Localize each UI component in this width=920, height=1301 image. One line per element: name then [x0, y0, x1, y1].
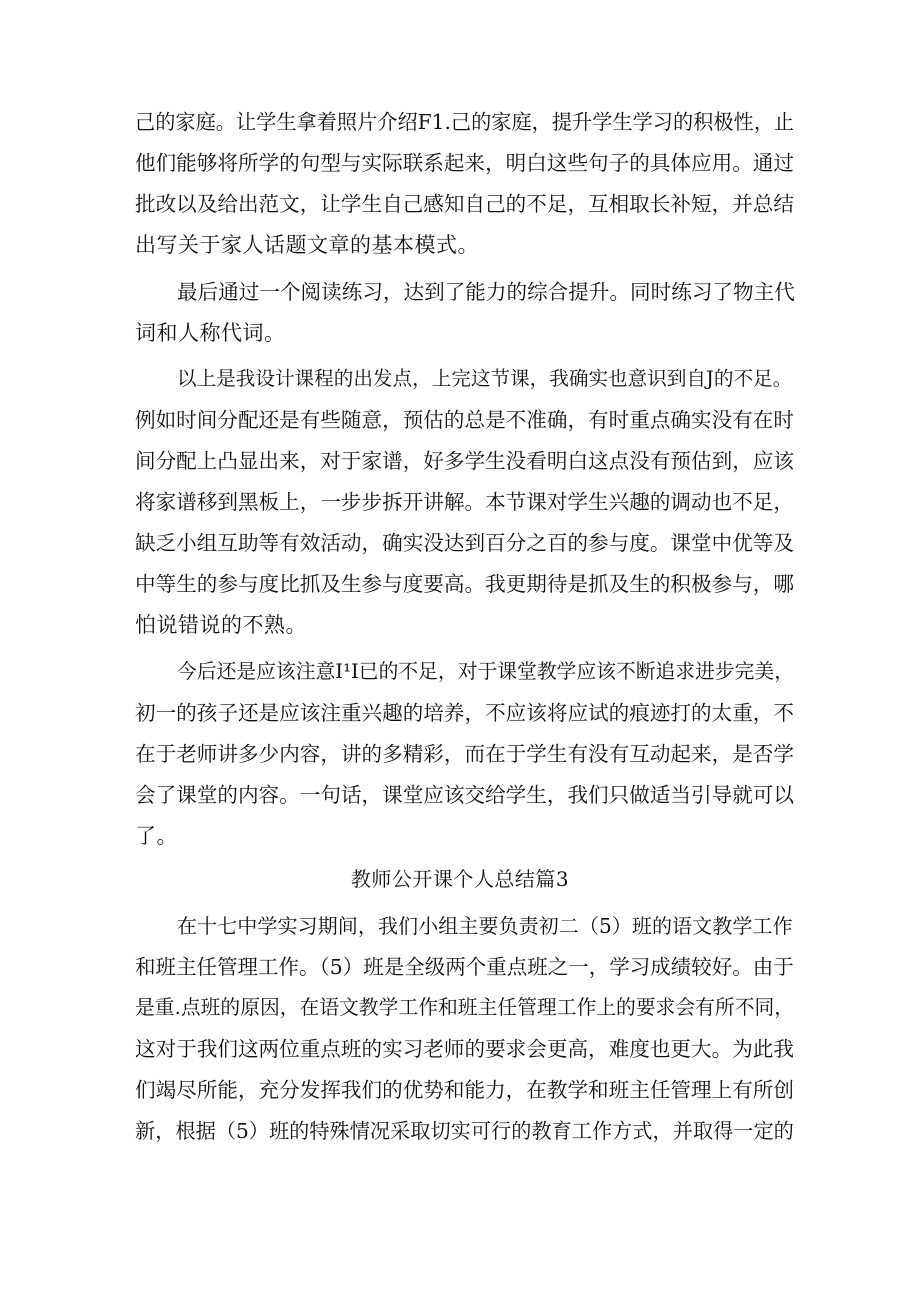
paragraph-1-line-2: 他们能够将所学的句型与实际联系起来，明白这些句子的具体应用。通过	[135, 151, 794, 175]
paragraph-1-line-3: 批改以及给出范文，让学生自己感知自己的不足，互相取长补短，并总结	[135, 192, 794, 216]
paragraph-5-line-4: 这对于我们这两位重点班的实习老师的要求会更高，难度也更大。为此我	[135, 1037, 794, 1061]
paragraph-1-line-1: 己的家庭。让学生拿着照片介绍F1.己的家庭，提升学生学习的积极性，止	[135, 110, 795, 134]
paragraph-5-line-2: 和班主任管理工作。（5）班是全级两个重点班之一，学习成绩较好。由于	[135, 955, 794, 979]
paragraph-5-line-3: 是重.点班的原因，在语文教学工作和班主任管理工作上的要求会有所不同，	[135, 996, 795, 1019]
paragraph-2-line-1: 最后通过一个阅读练习，达到了能力的综合提升。同时练习了物主代	[177, 280, 795, 304]
paragraph-5-line-6: 新，根据（5）班的特殊情况采取切实可行的教育工作方式，并取得一定的	[135, 1119, 794, 1143]
paragraph-1-line-4: 出写关于家人话题文章的基本模式。	[135, 233, 479, 257]
paragraph-3-line-5: 缺乏小组互助等有效活动，确实没达到百分之百的参与度。课堂中优等及	[135, 531, 794, 555]
paragraph-3-line-1: 以上是我设计课程的出发点，上完这节课，我确实也意识到自J的不足。	[177, 367, 793, 390]
section-heading: 教师公开课个人总结篇3	[350, 867, 570, 891]
paragraph-3-line-7: 怕说错说的不熟。	[135, 613, 307, 637]
paragraph-3-line-6: 中等生的参与度比抓及生参与度要高。我更期待是抓及生的积极参与，哪	[135, 572, 794, 596]
paragraph-4-line-2: 初一的孩子还是应该注重兴趣的培养，不应该将应试的痕迹打的太重，不	[135, 701, 794, 725]
paragraph-4-line-4: 会了课堂的内容。一句话，课堂应该交给学生，我们只做适当引导就可以	[135, 783, 794, 807]
paragraph-3-line-3: 间分配上凸显出来，对于家谱，好多学生没看明白这点没有预估到，应该	[135, 449, 794, 473]
paragraph-4-line-5: 了。	[135, 824, 178, 848]
paragraph-4-line-3: 在于老师讲多少内容，讲的多精彩，而在于学生有没有互动起来，是否学	[135, 742, 794, 766]
paragraph-5-line-1: 在十七中学实习期间，我们小组主要负责初二（5）班的语文教学工作	[177, 914, 793, 938]
paragraph-2-line-2: 词和人称代词。	[135, 321, 286, 345]
paragraph-5-line-5: 们竭尽所能，充分发挥我们的优势和能力，在教学和班主任管理上有所创	[135, 1078, 794, 1102]
paragraph-3-line-2: 例如时间分配还是有些随意，预估的总是不准确，有时重点确实没有在时	[135, 408, 794, 432]
paragraph-4-line-1: 今后还是应该注意I¹I已的不足，对于课堂教学应该不断追求进步完美，	[177, 660, 794, 683]
paragraph-3-line-4: 将家谱移到黑板上，一步步拆开讲解。本节课对学生兴趣的调动也不足，	[135, 490, 794, 514]
